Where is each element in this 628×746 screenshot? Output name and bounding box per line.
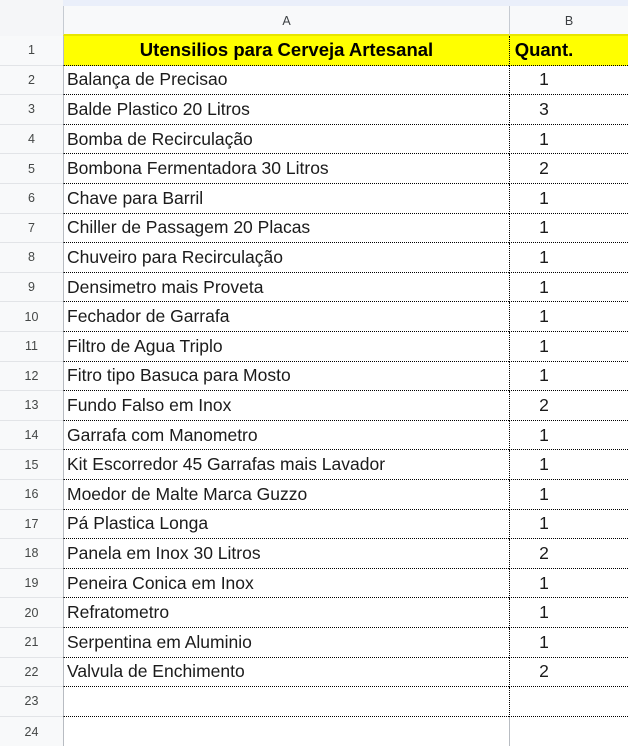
title-cell-a1[interactable]: Utensilios para Cerveja Artesanal	[63, 36, 509, 66]
row-header[interactable]: 9	[0, 273, 63, 303]
cell-a16[interactable]: Moedor de Malte Marca Guzzo	[63, 480, 509, 510]
row-header[interactable]: 17	[0, 510, 63, 540]
row-header[interactable]: 15	[0, 450, 63, 480]
cell-b18[interactable]: 2	[509, 539, 628, 569]
cell-a11[interactable]: Filtro de Agua Triplo	[63, 332, 509, 362]
row-header[interactable]: 19	[0, 569, 63, 599]
cell-a4[interactable]: Bomba de Recirculação	[63, 125, 509, 155]
cell-b9[interactable]: 1	[509, 273, 628, 303]
cell-a12[interactable]: Fitro tipo Basuca para Mosto	[63, 362, 509, 392]
cell-b19[interactable]: 1	[509, 569, 628, 599]
cell-a2[interactable]: Balança de Precisao	[63, 66, 509, 96]
row-header[interactable]: 3	[0, 95, 63, 125]
row-header[interactable]: 13	[0, 391, 63, 421]
row-header[interactable]: 23	[0, 687, 63, 717]
cell-a15[interactable]: Kit Escorredor 45 Garrafas mais Lavador	[63, 450, 509, 480]
row-header[interactable]: 5	[0, 154, 63, 184]
cell-b16[interactable]: 1	[509, 480, 628, 510]
cell-a5[interactable]: Bombona Fermentadora 30 Litros	[63, 154, 509, 184]
cell-a24[interactable]	[63, 717, 509, 746]
cell-a14[interactable]: Garrafa com Manometro	[63, 421, 509, 451]
row-header[interactable]: 22	[0, 658, 63, 688]
cell-a20[interactable]: Refratometro	[63, 598, 509, 628]
row-header[interactable]: 14	[0, 421, 63, 451]
cell-b15[interactable]: 1	[509, 450, 628, 480]
row-header[interactable]: 24	[0, 717, 63, 746]
row-header[interactable]: 18	[0, 539, 63, 569]
cell-a6[interactable]: Chave para Barril	[63, 184, 509, 214]
row-header[interactable]: 8	[0, 243, 63, 273]
cell-a23[interactable]	[63, 687, 509, 717]
cell-a21[interactable]: Serpentina em Aluminio	[63, 628, 509, 658]
cell-b13[interactable]: 2	[509, 391, 628, 421]
row-header[interactable]: 6	[0, 184, 63, 214]
row-header[interactable]: 2	[0, 66, 63, 96]
cell-b22[interactable]: 2	[509, 658, 628, 688]
cell-a9[interactable]: Densimetro mais Proveta	[63, 273, 509, 303]
cell-a10[interactable]: Fechador de Garrafa	[63, 302, 509, 332]
cell-b14[interactable]: 1	[509, 421, 628, 451]
cell-b24[interactable]	[509, 717, 628, 746]
cell-a7[interactable]: Chiller de Passagem 20 Placas	[63, 214, 509, 244]
cell-b2[interactable]: 1	[509, 66, 628, 96]
cell-b12[interactable]: 1	[509, 362, 628, 392]
cell-b11[interactable]: 1	[509, 332, 628, 362]
row-header[interactable]: 10	[0, 302, 63, 332]
row-header[interactable]: 7	[0, 214, 63, 244]
cell-b8[interactable]: 1	[509, 243, 628, 273]
row-header[interactable]: 20	[0, 598, 63, 628]
column-header-b[interactable]: B	[509, 6, 628, 36]
cell-a3[interactable]: Balde Plastico 20 Litros	[63, 95, 509, 125]
cell-b7[interactable]: 1	[509, 214, 628, 244]
cell-b17[interactable]: 1	[509, 510, 628, 540]
cell-b3[interactable]: 3	[509, 95, 628, 125]
title-cell-b1[interactable]: Quant.	[509, 36, 628, 66]
cell-b21[interactable]: 1	[509, 628, 628, 658]
row-header[interactable]: 16	[0, 480, 63, 510]
row-header[interactable]: 4	[0, 125, 63, 155]
row-header[interactable]: 11	[0, 332, 63, 362]
cell-a13[interactable]: Fundo Falso em Inox	[63, 391, 509, 421]
cell-b10[interactable]: 1	[509, 302, 628, 332]
row-header[interactable]: 21	[0, 628, 63, 658]
select-all-corner[interactable]	[0, 6, 63, 36]
column-header-a[interactable]: A	[63, 6, 509, 36]
cell-a8[interactable]: Chuveiro para Recirculação	[63, 243, 509, 273]
cell-a22[interactable]: Valvula de Enchimento	[63, 658, 509, 688]
cell-a19[interactable]: Peneira Conica em Inox	[63, 569, 509, 599]
cell-b23[interactable]	[509, 687, 628, 717]
cell-b5[interactable]: 2	[509, 154, 628, 184]
cell-b4[interactable]: 1	[509, 125, 628, 155]
row-header[interactable]: 12	[0, 362, 63, 392]
row-header[interactable]: 1	[0, 36, 63, 66]
cell-a17[interactable]: Pá Plastica Longa	[63, 510, 509, 540]
cell-b6[interactable]: 1	[509, 184, 628, 214]
cell-b20[interactable]: 1	[509, 598, 628, 628]
cell-a18[interactable]: Panela em Inox 30 Litros	[63, 539, 509, 569]
